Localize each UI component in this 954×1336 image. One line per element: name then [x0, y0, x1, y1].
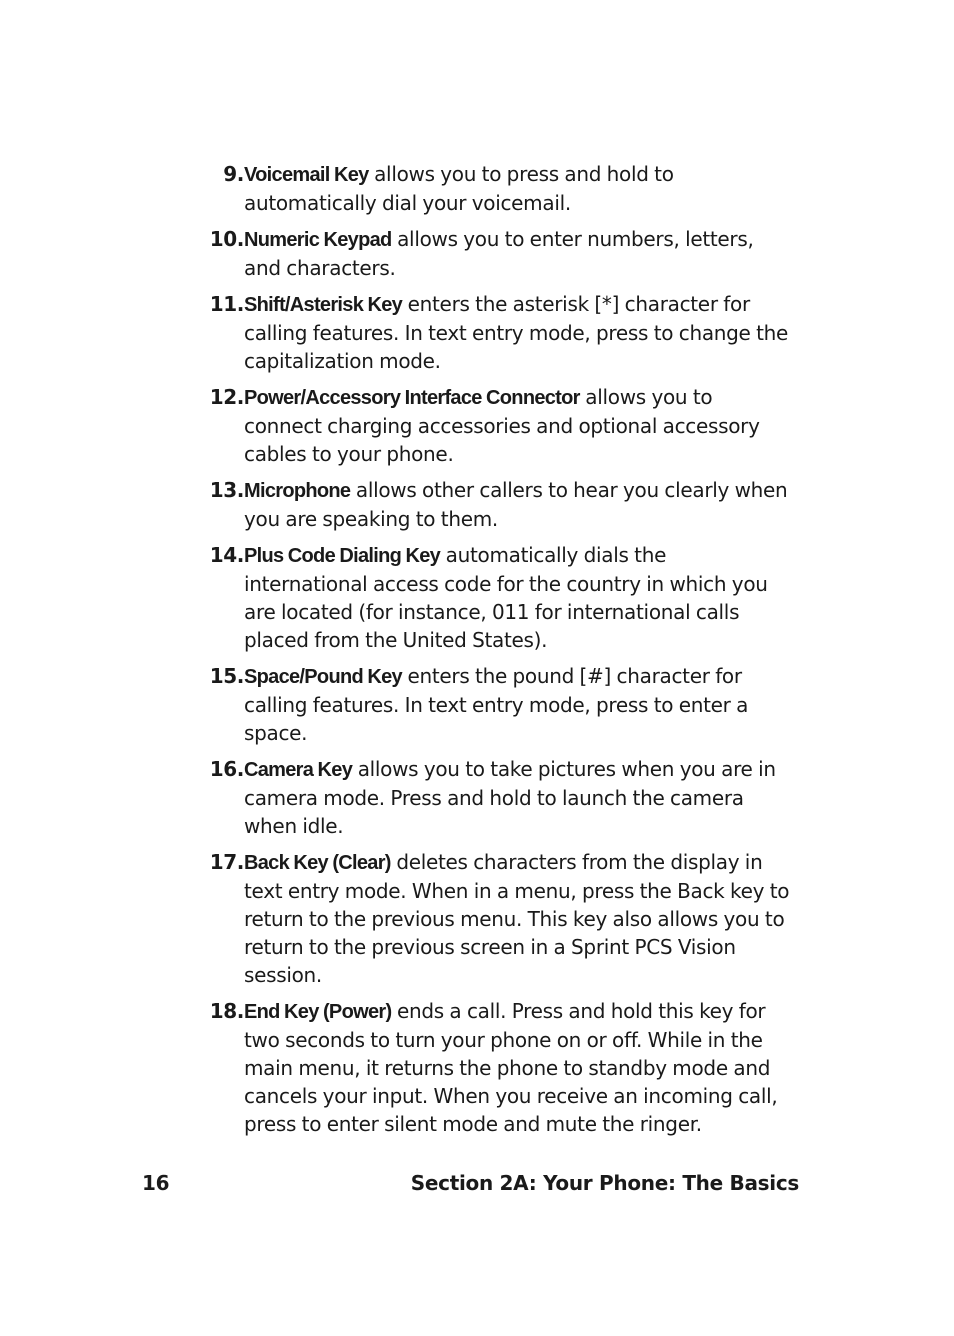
item-key-name: End Key (Power): [244, 1001, 392, 1023]
list-item: [190, 290, 790, 375]
item-text: allows you to take pictures when you are in camera mode. Press and hold to launch the camera when idle.: [244, 757, 776, 838]
item-number: 15.: [209, 664, 244, 688]
list-item: [190, 160, 790, 217]
item-description: [244, 755, 790, 840]
item-text: enters the pound [#] character for calling features. In text entry mode, press to enter a space.: [244, 664, 749, 745]
item-number: 14.: [209, 543, 244, 567]
item-description: [244, 290, 790, 375]
item-key-name: Plus Code Dialing Key: [244, 545, 441, 567]
item-key-name: Microphone: [244, 480, 351, 502]
item-key-name: Voicemail Key: [244, 164, 369, 186]
list-item: [190, 225, 790, 282]
list-item: [190, 997, 790, 1138]
item-description: [244, 383, 790, 468]
item-description: [244, 160, 790, 217]
item-number: 13.: [209, 478, 244, 502]
item-text: enters the asterisk [*] character for calling features. In text entry mode, press to change the capitalization mode.: [244, 292, 789, 373]
section-title: Section 2A: Your Phone: The Basics: [410, 1171, 799, 1195]
item-key-name: Back Key (Clear): [244, 852, 391, 874]
list-item: [190, 476, 790, 533]
item-number: 18.: [209, 999, 244, 1023]
item-key-name: Numeric Keypad: [244, 229, 392, 251]
item-description: [244, 476, 790, 533]
page-footer: [142, 1168, 799, 1198]
item-number: 9.: [223, 162, 244, 186]
item-text: allows you to enter numbers, letters, and characters.: [244, 227, 754, 280]
item-description: [244, 848, 790, 989]
item-key-name: Camera Key: [244, 759, 353, 781]
item-text: allows you to press and hold to automatically dial your voicemail.: [244, 162, 674, 215]
key-description-list: [190, 160, 790, 1146]
item-description: [244, 541, 790, 654]
item-text: deletes characters from the display in text entry mode. When in a menu, press the Back key to return to the previous menu. This key also allows you to return to the previous screen in a Sprint PCS Vision session.: [244, 850, 790, 987]
item-number: 10.: [209, 227, 244, 251]
item-text: automatically dials the international access code for the country in which you are located (for instance, 011 for international calls placed from the United States).: [244, 543, 768, 652]
page-number: 16: [142, 1171, 170, 1195]
item-key-name: Power/Accessory Interface Connector: [244, 387, 580, 409]
item-number: 12.: [209, 385, 244, 409]
item-description: [244, 662, 790, 747]
item-number: 17.: [209, 850, 244, 874]
list-item: [190, 541, 790, 654]
list-item: [190, 848, 790, 989]
item-key-name: Shift/Asterisk Key: [244, 294, 403, 316]
list-item: [190, 662, 790, 747]
item-text: ends a call. Press and hold this key for two seconds to turn your phone on or off. While in the main menu, it returns the phone to standby mode and cancels your input. When you receive an incoming call, press to enter silent mode and mute the ringer.: [244, 999, 778, 1136]
item-text: allows other callers to hear you clearly when you are speaking to them.: [244, 478, 788, 531]
item-text: allows you to connect charging accessories and optional accessory cables to your phone.: [244, 385, 760, 466]
item-number: 16.: [209, 757, 244, 781]
list-item: [190, 755, 790, 840]
item-key-name: Space/Pound Key: [244, 666, 402, 688]
item-description: [244, 997, 790, 1138]
item-description: [244, 225, 790, 282]
item-number: 11.: [209, 292, 244, 316]
list-item: [190, 383, 790, 468]
